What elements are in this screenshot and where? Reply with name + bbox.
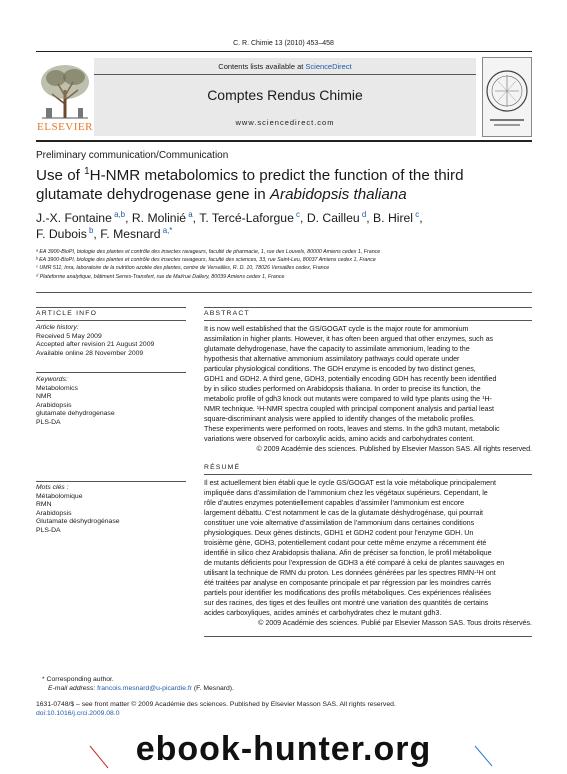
abstract-line: metabolic profile of gdh3 knock out mutants were compared to wild type plants using the ¹H- bbox=[204, 394, 492, 403]
top-rule bbox=[36, 51, 532, 52]
email-suffix: (F. Mesnard). bbox=[192, 685, 234, 692]
journal-banner bbox=[94, 58, 476, 136]
abstract-line: GDH1 and GDH2. A third gene, GDH3, potentially encoding GDH has recently been identified bbox=[204, 374, 497, 383]
elsevier-logo bbox=[36, 60, 94, 134]
email-label: E-mail address: bbox=[48, 685, 98, 692]
author-separator: , bbox=[419, 211, 423, 225]
resume-body bbox=[204, 478, 532, 628]
abstract-heading-rule bbox=[204, 320, 532, 321]
resume-line: utilisant la technique de RMN du proton. Les données générées par les spectres RMN-¹H ont bbox=[204, 568, 496, 577]
abstract-heading: ABSTRACT bbox=[204, 310, 250, 317]
affiliation-line: ᶜ UMR 511, Inra, laboratoire de la nutrition azotée des plantes, centre de Versailles, R. D. 10, 78026 Versailles cedex, France bbox=[36, 265, 330, 272]
resume-line: troisième gène, GDH3, potentiellement codant pour cette même enzyme a récemment été bbox=[204, 538, 487, 547]
keyword-item: Arabidopsis bbox=[36, 401, 72, 409]
mots-cles-divider bbox=[36, 481, 186, 482]
abstract-line: variations were observed for carboxylic acids, amino acids and carbohydrates content. bbox=[204, 434, 475, 443]
author-affiliation-marker[interactable]: c bbox=[413, 209, 420, 219]
resume-line: acides carboxyliques, acides aminés et carbohydrates chez le mutant gdh3. bbox=[204, 608, 442, 617]
abstract-line: particular physiological conditions. The GDH enzyme is encoded by two distinct genes, bbox=[204, 364, 476, 373]
author-affiliation-marker[interactable]: c bbox=[293, 209, 301, 219]
resume-line: Il est actuellement bien établi que le cycle GS/GOGAT est la voie métabolique principalement bbox=[204, 478, 496, 487]
history-item: Received 5 May 2009 bbox=[36, 332, 102, 340]
abstract-bottom-rule bbox=[204, 636, 532, 637]
journal-cover-image bbox=[482, 57, 532, 137]
mot-cle-item: RMN bbox=[36, 501, 52, 509]
header-thick-rule bbox=[36, 140, 532, 142]
keyword-item: glutamate dehydrogenase bbox=[36, 410, 115, 418]
doi-link[interactable]: doi:10.1016/j.crci.2009.08.0 bbox=[36, 710, 120, 717]
article-title bbox=[36, 166, 536, 204]
journal-title: Comptes Rendus Chimie bbox=[207, 87, 363, 103]
contents-prefix: Contents lists available at bbox=[218, 62, 306, 71]
author-affiliation-marker[interactable]: a bbox=[186, 209, 193, 219]
author-name[interactable]: F. Mesnard bbox=[100, 227, 161, 241]
journal-reference: C. R. Chimie 13 (2010) 453–458 bbox=[233, 40, 334, 47]
history-item: Available online 28 November 2009 bbox=[36, 349, 144, 357]
title-superscript: 1 bbox=[84, 165, 90, 177]
corresponding-author-note: * Corresponding author. bbox=[42, 676, 114, 683]
abstract-line: assimilation in higher plants. However, it has often been argued that other enzymes, such as bbox=[204, 334, 494, 343]
issn-footer bbox=[36, 700, 532, 718]
keywords-block bbox=[36, 376, 186, 428]
abstract-line: glutamate dehydrogenase, have the capacity to assimilate ammonium, leading to the bbox=[204, 344, 470, 353]
abstract-copyright: © 2009 Académie des sciences. Published by Elsevier Masson SAS. All rights reserved. bbox=[256, 444, 532, 453]
title-prefix: Use of bbox=[36, 167, 85, 184]
abstract-body bbox=[204, 324, 532, 454]
affiliation-line: ᵃ EA 3900-BioPI, biologie des plantes et contrôle des insectes ravageurs, faculté de pharmacie, 1, rue des Louvels, 80000 Amiens cedex 1, France bbox=[36, 249, 381, 255]
contents-available-line bbox=[94, 62, 476, 71]
author-separator: , bbox=[300, 211, 307, 225]
mot-cle-item: Arabidopsis bbox=[36, 509, 72, 517]
mot-cle-item: Métabolomique bbox=[36, 492, 83, 500]
mot-cle-item: PLS-DA bbox=[36, 526, 61, 534]
history-item: Accepted after revision 21 August 2009 bbox=[36, 341, 155, 349]
article-category: Preliminary communication/Communication bbox=[36, 150, 229, 161]
keyword-item: Metabolomics bbox=[36, 384, 78, 392]
article-info-heading: ARTICLE INFO bbox=[36, 310, 98, 317]
author-affiliation-marker[interactable]: d bbox=[359, 209, 367, 219]
author-name[interactable]: J.-X. Fontaine bbox=[36, 211, 112, 225]
abstract-line: hypothesis that alternative ammonium assimilatory pathways could operate under bbox=[204, 354, 460, 363]
title-line2-text: glutamate dehydrogenase gene in bbox=[36, 186, 270, 203]
watermark-text[interactable]: ebook-hunter.org bbox=[135, 730, 432, 768]
author-separator: , bbox=[366, 211, 374, 225]
mots-cles-label: Mots clés : bbox=[36, 484, 69, 491]
author-name[interactable]: R. Molinié bbox=[131, 211, 187, 225]
resume-line: identifié in silico chez Arabidopsis thaliana. Afin de préciser sa fonction, le profil métabolique bbox=[204, 548, 492, 557]
abstract-top-rule bbox=[204, 307, 532, 308]
affiliation-line: ᵇ EA 3900-BioPI, biologie des plantes et contrôle des insectes ravageurs, faculté des sciences, 33, rue Saint-Leu, 80037 Amiens cedex 1, France bbox=[36, 257, 376, 264]
author-separator: , bbox=[125, 211, 132, 225]
footnote bbox=[36, 675, 532, 693]
resume-line: été traitées par analyse en composante principale et par régression par les moindres carrés bbox=[204, 578, 492, 587]
abstract-line: square-discriminant analysis were applied to identify changes of the metabolic profiles. bbox=[204, 414, 475, 423]
resume-line: constituer une voie alternative d’assimilation de l’ammonium dans certaines conditions bbox=[204, 518, 475, 527]
affiliation-line: ᵈ Plateforme analytique, bâtiment Serres-Transfert, rue de Mai/rue Dallery, 80039 Amiens cedex 1, France bbox=[36, 273, 285, 280]
abstract-line: NMR technique. ¹H-NMR spectra coupled with principal component analysis and partial least bbox=[204, 404, 494, 413]
affiliations-divider bbox=[36, 292, 532, 293]
resume-heading: RÉSUMÉ bbox=[204, 464, 241, 471]
author-separator: , bbox=[93, 227, 101, 241]
resume-line: physiologiques. Deux gènes distincts, GDH1 et GDH2 codent pour l’enzyme GDH. Un bbox=[204, 528, 474, 537]
keyword-item: PLS-DA bbox=[36, 418, 61, 426]
resume-line: de mutants déficients pour l’expression de GDH3 a été comparé à celui de plantes sauvages en bbox=[204, 558, 505, 567]
title-species: Arabidopsis thaliana bbox=[269, 186, 407, 203]
author-name[interactable]: F. Dubois bbox=[36, 227, 87, 241]
journal-homepage[interactable]: www.sciencedirect.com bbox=[235, 118, 335, 127]
author-name[interactable]: T. Tercé-Laforgue bbox=[199, 211, 294, 225]
resume-heading-rule bbox=[204, 474, 532, 475]
keywords-divider bbox=[36, 372, 186, 373]
article-history bbox=[36, 324, 186, 358]
author-list bbox=[36, 210, 536, 242]
abstract-line: It is now well established that the GS/GOGAT cycle is the major route for ammonium bbox=[204, 324, 469, 333]
issn-line: 1631-0748/$ – see front matter © 2009 Académie des sciences. Published by Elsevier Masson SAS. All rights reserved. bbox=[36, 701, 396, 708]
mots-cles-block bbox=[36, 484, 186, 536]
affiliations bbox=[36, 248, 536, 281]
keyword-item: NMR bbox=[36, 393, 52, 401]
title-line1-rest: H-NMR metabolomics to predict the function of the third bbox=[89, 167, 464, 184]
mot-cle-item: Glutamate déshydrogénase bbox=[36, 518, 120, 526]
resume-line: largement débattu. C’est notamment le cas de la glutamate déshydrogénase, qui pourrait bbox=[204, 508, 483, 517]
author-name[interactable]: B. Hirel bbox=[373, 211, 414, 225]
keywords-label: Keywords: bbox=[36, 376, 68, 383]
article-info-heading-rule bbox=[36, 320, 186, 321]
resume-copyright: © 2009 Académie des sciences. Publié par Elsevier Masson SAS. Tous droits réservés. bbox=[258, 618, 532, 627]
abstract-line: by in silico studies performed on Arabidopsis thaliana. In order to precise its function, the bbox=[204, 384, 481, 393]
resume-line: sur des racines, des tiges et des feuilles ont montré une variation des quantités de certains bbox=[204, 598, 489, 607]
article-info-top-rule bbox=[36, 307, 186, 308]
resume-line: partiels pour identifier les modifications des profils métaboliques. Ces expériences réalisées bbox=[204, 588, 491, 597]
abstract-line: These experiments were performed on roots, leaves and stems. In the gdh3 mutant, metabolic bbox=[204, 424, 500, 433]
elsevier-wordmark: ELSEVIER bbox=[37, 121, 93, 133]
author-email-link[interactable]: francois.mesnard@u-picardie.fr bbox=[97, 685, 193, 692]
author-affiliation-marker[interactable]: a,* bbox=[160, 225, 173, 235]
resume-line: rôle d’autres enzymes potentiellement capables d’assimiler l’ammonium est encore bbox=[204, 498, 465, 507]
sciencedirect-link[interactable]: ScienceDirect bbox=[305, 62, 352, 71]
author-affiliation-marker[interactable]: a,b bbox=[111, 209, 126, 219]
author-separator: , bbox=[192, 211, 200, 225]
watermark-banner bbox=[0, 730, 567, 774]
banner-divider bbox=[94, 74, 476, 75]
author-affiliation-marker[interactable]: b bbox=[86, 225, 94, 235]
author-name[interactable]: D. Cailleu bbox=[306, 211, 360, 225]
history-label: Article history: bbox=[36, 324, 79, 331]
resume-line: impliquée dans d’assimilation de l’ammonium chez les végétaux supérieurs. Cependant, le bbox=[204, 488, 488, 497]
